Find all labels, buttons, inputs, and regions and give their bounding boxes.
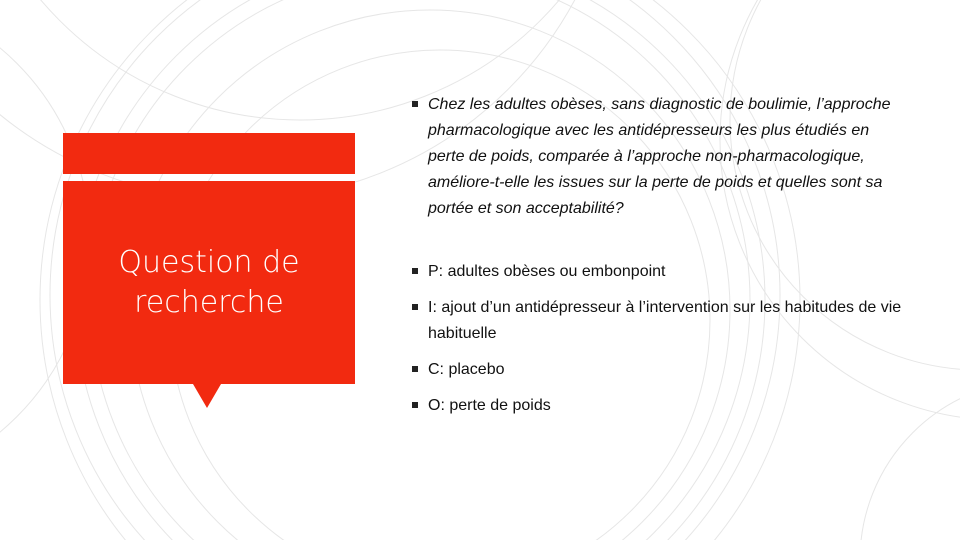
title-panel — [63, 181, 355, 384]
bullet-text: O: perte de poids — [428, 397, 551, 414]
bullet-list — [412, 92, 902, 419]
bullet-comparison — [412, 357, 902, 383]
square-bullet-icon — [412, 101, 418, 107]
bullet-text: P: adultes obèses ou embonpoint — [428, 263, 666, 280]
bullet-outcome — [412, 393, 902, 419]
bullet-text: C: placebo — [428, 361, 505, 378]
panel-pointer — [193, 384, 221, 408]
bullet-research-question — [412, 92, 902, 222]
bullet-intervention — [412, 295, 902, 347]
square-bullet-icon — [412, 402, 418, 408]
slide-title: Question de recherche — [118, 245, 300, 320]
accent-strip — [63, 133, 355, 174]
square-bullet-icon — [412, 304, 418, 310]
bullet-population — [412, 259, 902, 285]
square-bullet-icon — [412, 268, 418, 274]
bullet-text: I: ajout d’un antidépresseur à l’intervention sur les habitudes de vie habituelle — [428, 299, 902, 342]
bullet-text: Chez les adultes obèses, sans diagnostic de boulimie, l’approche pharmacologique avec les antidépresseurs les plus étudiés en perte de poids, comparée à l’approche non-pharmacologique, améliore-t-elle les issues sur la perte de poids et quelles sont sa portée et son acceptabilité? — [428, 96, 891, 217]
square-bullet-icon — [412, 366, 418, 372]
